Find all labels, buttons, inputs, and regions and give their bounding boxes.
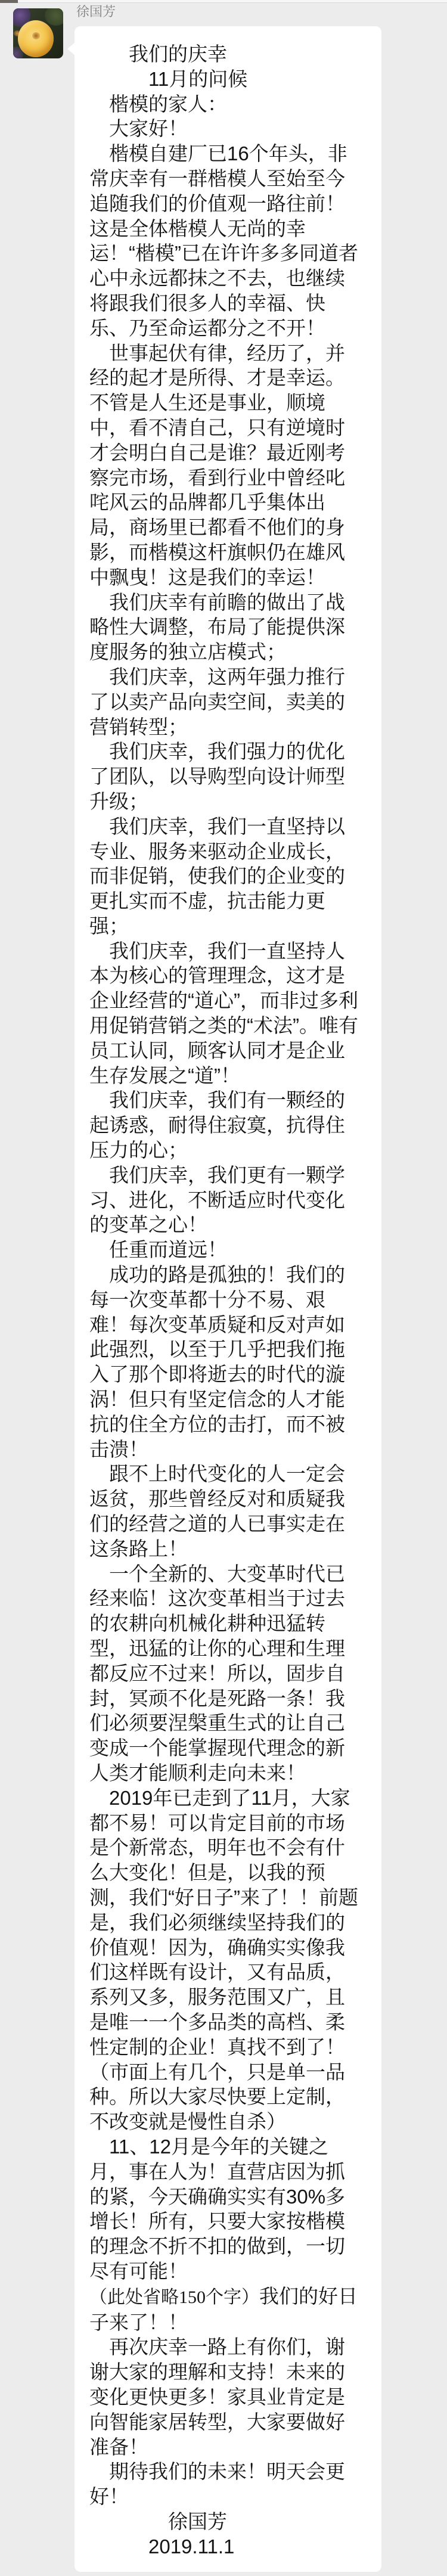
message-paragraph: 11、12月是今年的关键之月，事在人为！直营店因为抓的紧，今天确确实实有30%多增长！所有，只要大家按楷模的理念不折不扣的做到，一切尽有可能！ — [89, 2135, 346, 2282]
message-paragraph: 任重而道远！ — [89, 1239, 227, 1261]
message-paragraphs — [89, 42, 360, 2559]
paragraph-text: 我们的好日子来了！！ — [89, 2285, 358, 2333]
message-paragraph: 我们庆幸，我们一直坚持人本为核心的管理理念，这才是企业经营的“道心”，而非过多利用促销营销之类的“术法”。唯有员工认同，顾客认同才是企业生存发展之“道”！ — [89, 939, 358, 1087]
message-paragraph: 再次庆幸一路上有你们，谢谢大家的理解和支持！未来的变化更快更多！家具业肯定是向智能家居转型，大家要做好准备！ — [89, 2336, 345, 2458]
message-paragraph: 我们庆幸，我们有一颗经的起诱惑，耐得住寂寞，抗得住压力的心； — [89, 1089, 345, 1162]
message-paragraph: 我们庆幸有前瞻的做出了战略性大调整，布局了能提供深度服务的独立店模式； — [89, 591, 345, 663]
message-paragraph: 我们的庆幸 — [89, 43, 227, 65]
message-paragraph: 楷模的家人： — [89, 92, 227, 115]
omitted-words-note: （此处省略150个字） — [89, 2287, 259, 2307]
message-paragraph: 我们庆幸，这两年强力推行了以卖产品向卖空间，卖美的营销转型； — [89, 665, 345, 738]
message-paragraph: 一个全新的、大变革时代已经来临！这次变革相当于过去的农耕向机械化耕种迅猛转型，迅猛的让你的心理和生理都反应不过来！所以，固步自封，冥顽不化是死路一条！我们必须要涅槃重生式的让自己变成一个能掌握现代理念的新人类才能顺利走向未来！ — [89, 1562, 345, 1784]
message-paragraph — [89, 2284, 360, 2335]
message-paragraph: 期待我们的未来！明天会更好！ — [89, 2460, 345, 2508]
message-bubble[interactable] — [74, 26, 381, 2572]
message-paragraph: 11月的问候 — [89, 67, 248, 90]
message-paragraph: 徐国芳 — [89, 2510, 227, 2532]
message-paragraph: 2019.11.1 — [89, 2535, 235, 2558]
status-strip — [0, 0, 447, 3]
message-paragraph: 我们庆幸，我们一直坚持以专业、服务来驱动企业成长，而非促销，使我们的企业变的更扎实而不虚，抗击能力更强； — [89, 815, 345, 937]
message-paragraph: 我们庆幸，我们更有一颗学习、进化，不断适应时代变化的变革之心！ — [89, 1163, 345, 1236]
message-paragraph: 我们庆幸，我们强力的优化了团队，以导购型向设计师型升级； — [89, 740, 345, 812]
message-paragraph: 大家好！ — [89, 117, 188, 140]
message-paragraph: 跟不上时代变化的人一定会返贫，那些曾经反对和质疑我们的经营之道的人已事实走在这条路上！ — [89, 1463, 345, 1560]
message-paragraph: 世事起伏有律，经历了，并经的起才是所得、才是幸运。不管是人生还是事业，顺境中，看不清自己，只有逆境时才会明白自己是谁？最近刚考察完市场，看到行业中曾经叱咤风云的品牌都几乎集体出局，商场里已都看不他们的身影，而楷模这杆旗帜仍在雄风中飘曳！这是我们的幸运！ — [89, 342, 345, 588]
message-paragraph: 楷模自建厂已16个年头，非常庆幸有一群楷模人至始至今追随我们的价值观一路往前！这是全体楷模人无尚的幸运！“楷模”已在许许多多同道者心中永远都抹之不去，也继续将跟我们很多人的幸福、快乐、乃至命运都分之不开！ — [89, 142, 358, 339]
sender-name: 徐国芳 — [76, 4, 116, 19]
message-paragraph: 2019年已走到了11月，大家都不易！可以肯定目前的市场是个新常态，明年也不会有什么大变化！但是，以我的预测，我们“好日子”来了！！前题是，我们必须继续坚持我们的价值观！因为，确确实实像我们这样既有设计，又有品质，系列又多，服务范围又广，且是唯一一个多品类的高档、柔性定制的企业！真找不到了！（市面上有几个，只是单一品种。所以大家尽快要上定制，不改变就是慢性自杀） — [89, 1786, 358, 2133]
message-paragraph: 成功的路是孤独的！我们的每一次变革都十分不易、艰难！每次变革质疑和反对声如此强烈，以至于几乎把我们拖入了那个即将逝去的时代的漩涡！但只有坚定信念的人才能抗的住全方位的击打，而不被击溃！ — [89, 1264, 345, 1460]
sender-avatar[interactable] — [13, 8, 63, 58]
avatar-foliage — [45, 8, 63, 26]
status-strip-dark-segment — [0, 0, 18, 3]
